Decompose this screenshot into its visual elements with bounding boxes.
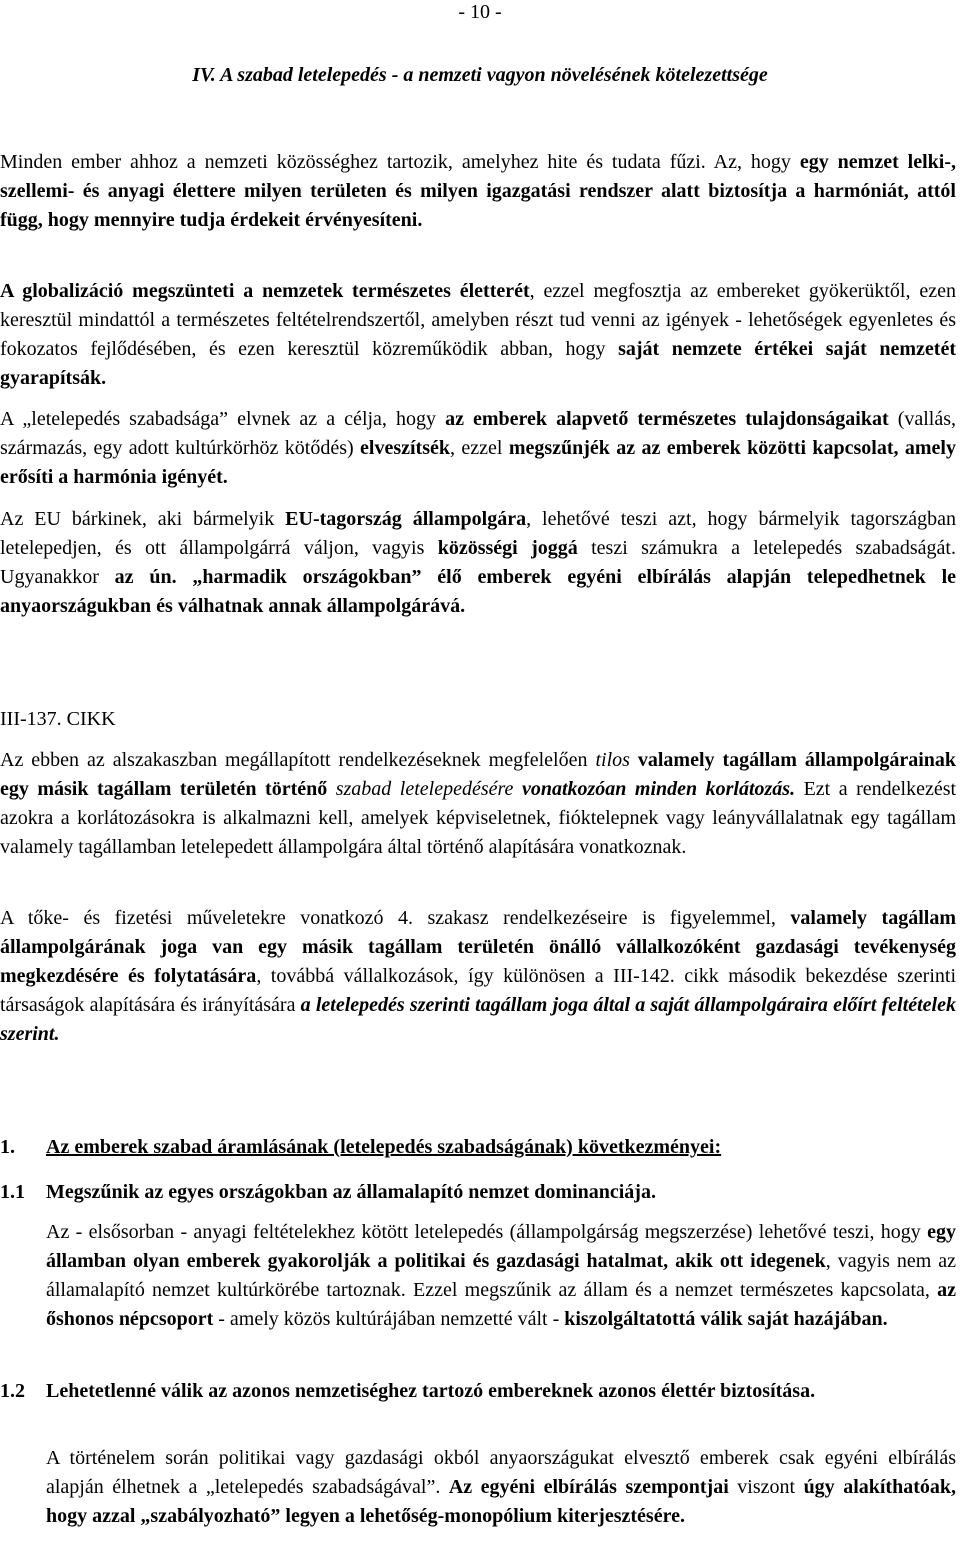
page-number: - 10 - (458, 1, 502, 23)
section-1-2-number: 1.2 (0, 1380, 25, 1402)
p2-run: , ezzel megfosztja az embereket gyökerüktől, ezen keresztül mindattól a természetes feltételrendszertől, amelyben részt tud venni az igények - lehetőségek egyenletes és fokozatos fejlődésében, és ezen keresztül közreműködik abban, hogy (0, 280, 956, 360)
paragraph-eu-citizens (0, 505, 956, 621)
paragraph-globalization (0, 277, 956, 393)
p4-run: EU-tagország állampolgára (285, 508, 527, 530)
section-heading: IV. A szabad letelepedés - a nemzeti vagyon növelésének kötelezettsége (192, 64, 768, 86)
p4-run: teszi számukra a letelepedés szabadságát. Ugyanakkor (0, 537, 956, 588)
p8-run: viszont (728, 1476, 804, 1498)
paragraph-article-1 (0, 746, 956, 862)
paragraph-intro (0, 148, 956, 235)
p7-run: Az - elsősorban - anyagi feltételekhez kötött letelepedés (állampolgárság megszerzése) lehetővé teszi, hogy (46, 1221, 928, 1243)
p5-run: valamely tagállam állampolgárainak egy másik tagállam területén történő (0, 749, 957, 800)
p5-run (630, 749, 638, 771)
p2-run: A globalizáció megszünteti a nemzetek természetes életterét (0, 280, 530, 302)
p1-run: egy nemzet lelki-, szellemi- és anyagi élettere milyen területen és milyen igazgatási rendszer alatt biztosítja a harmóniát, attól függ, hogy mennyire tudja érdekeit érvényesíteni. (0, 151, 956, 231)
p3-run: elveszítsék (360, 437, 451, 459)
p6-run: a letelepedés szerinti tagállam joga által a saját állampolgáraira előírt feltételek szerint. (0, 994, 956, 1045)
paragraph-1-2 (46, 1444, 956, 1531)
section-1-number: 1. (0, 1136, 15, 1158)
p5-run (327, 778, 336, 800)
p3-run: , ezzel (450, 437, 509, 459)
section-1-1-number: 1.1 (0, 1181, 25, 1203)
p2-run: saját nemzete értékei saját nemzetét gyarapítsák. (0, 338, 956, 389)
p7-run: - amely közös kultúrájában nemzetté vált - (213, 1308, 565, 1330)
article-number: III-137. CIKK (0, 708, 116, 730)
p7-run: egy államban olyan emberek gyakorolják a politikai és gazdasági hatalmat, akik ott idegenek (46, 1221, 956, 1272)
p6-run: valamely tagállam állampolgárának joga van egy másik tagállam területén önálló vállalkozóként gazdasági tevékenység megkezdésére és folytatására (0, 907, 956, 987)
p3-run: (vallás, származás, egy adott kultúrkörhöz kötődés) (0, 408, 957, 459)
p4-run: , lehetővé teszi azt, hogy bármelyik tagországban letelepedjen, és ott állampolgárrá váljon, vagyis (0, 508, 956, 559)
p7-run: az őshonos népcsoport (46, 1279, 956, 1330)
p3-run: az emberek alapvető természetes tulajdonságaikat (445, 408, 889, 430)
p4-run: közösségi joggá (437, 537, 578, 559)
section-1-title: Az emberek szabad áramlásának (letelepedés szabadságának) következményei: (46, 1136, 722, 1158)
p5-run: szabad letelepedésére (335, 778, 514, 800)
p8-run: A történelem során politikai vagy gazdasági okból anyaországukat elvesztő emberek csak egyéni elbírálás alapján élhetnek a „letelepedés szabadságával”. (46, 1447, 956, 1498)
p6-run: A tőke- és fizetési műveletekre vonatkozó 4. szakasz rendelkezéseire is figyelemmel, (0, 907, 791, 929)
p5-run: Ezt a rendelkezést azokra a korlátozásokra is alkalmazni kell, amelyek képviseletnek, fióktelepnek vagy leányvállalatnak egy tagállam valamely tagállamban letelepedett állampolgára által történő alapítására vonatkoznak. (0, 778, 957, 858)
p4-run: az ún. „harmadik országokban” élő emberek egyéni elbírálás alapján telepedhetnek le anyaországukban és válhatnak annak állampolgárává. (0, 566, 957, 617)
paragraph-settlement-freedom (0, 405, 956, 492)
p3-run: A „letelepedés szabadsága” elvnek az a célja, hogy (0, 408, 446, 430)
p5-run: vonatkozóan minden korlátozás. (521, 778, 796, 800)
p5-run: tilos (595, 749, 630, 771)
p8-run: úgy alakíthatóak, hogy azzal „szabályozható” legyen a lehetőség-monopólium kiterjesztésére. (46, 1476, 956, 1527)
paragraph-article-2 (0, 904, 956, 1049)
section-1-2-title: Lehetetlenné válik az azonos nemzetiséghez tartozó embereknek azonos élettér biztosítása. (46, 1380, 816, 1402)
section-1-1-title: Megszűnik az egyes országokban az államalapító nemzet dominanciája. (46, 1181, 656, 1203)
p7-run: , vagyis nem az államalapító nemzet kultúrkörébe tartoznak. Ezzel megszűnik az állam és a nemzet természetes kapcsolata, (46, 1250, 957, 1301)
p6-run: , továbbá vállalkozások, így különösen a III-142. cikk második bekezdése szerinti társaságok alapítására és irányítására (0, 965, 956, 1016)
p7-run: kiszolgáltatottá válik saját hazájában. (564, 1308, 888, 1330)
p3-run: megszűnjék az az emberek közötti kapcsolat, amely erősíti a harmónia igényét. (0, 437, 956, 488)
p5-run: Az ebben az alszakaszban megállapított rendelkezéseknek megfelelően (0, 749, 596, 771)
paragraph-1-1 (46, 1218, 956, 1334)
p4-run: Az EU bárkinek, aki bármelyik (0, 508, 286, 530)
p5-run (513, 778, 522, 800)
p8-run: Az egyéni elbírálás szempontjai (448, 1476, 729, 1498)
p1-run: Minden ember ahhoz a nemzeti közösséghez tartozik, amelyhez hite és tudata fűzi. Az, hogy (0, 151, 800, 173)
